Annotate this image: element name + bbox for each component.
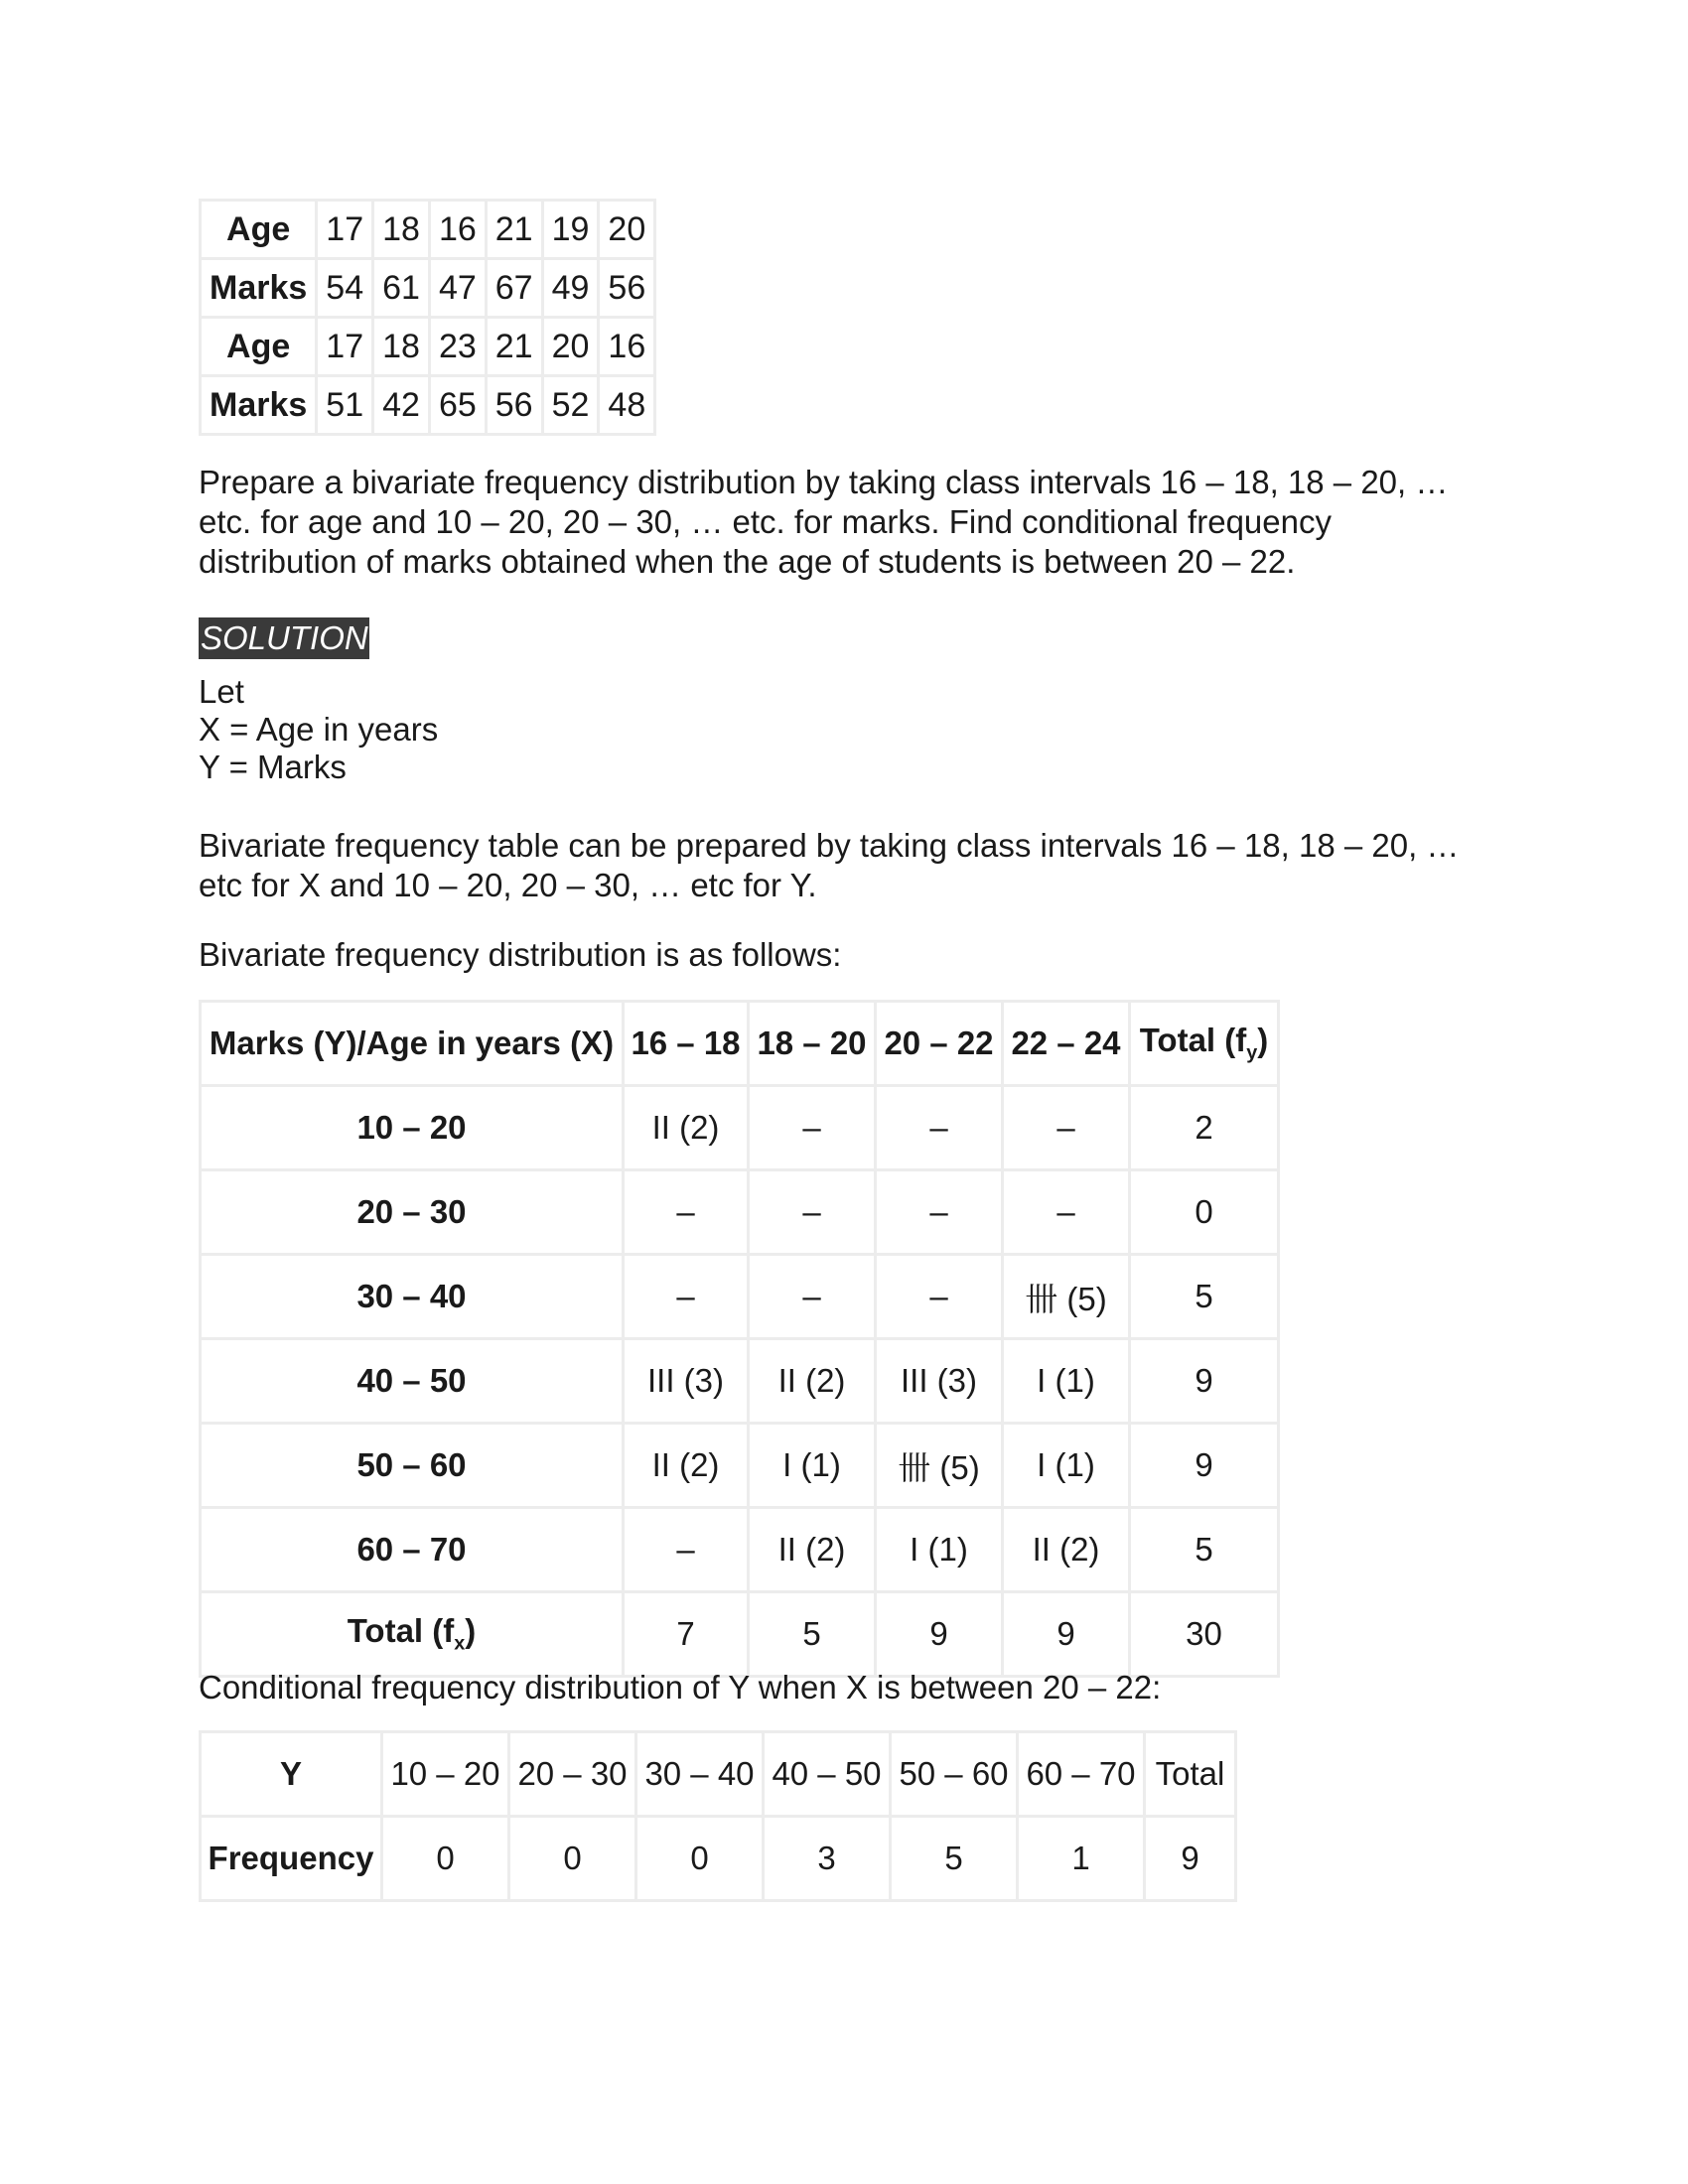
table-cell: 65 [429,376,486,435]
table-cell: 56 [599,259,655,318]
total-header-close: ) [1257,1022,1269,1059]
row-header: 10 – 20 [201,1086,624,1170]
row-total: 9 [1130,1424,1279,1508]
total-row-close: ) [465,1612,477,1650]
table-cell: 1 [1018,1817,1145,1901]
row-header: Age [201,318,317,376]
table-row [201,201,655,259]
table-cell: 20 [599,201,655,259]
let-line: X = Age in years [199,711,439,748]
row-header: 60 – 70 [201,1508,624,1592]
total-row-subscript: x [454,1632,466,1655]
table-row [201,1339,1279,1424]
question-line: distribution of marks obtained when the age of students is between 20 – 22. [199,543,1296,580]
total-row-text: Total (f [347,1612,455,1650]
table-cell: 5 [891,1817,1018,1901]
table-cell: I (1) [1003,1424,1130,1508]
column-header: 40 – 50 [764,1732,891,1817]
column-header: 50 – 60 [891,1732,1018,1817]
table-header-row [201,1732,1236,1817]
let-block [199,673,438,786]
table-cell: II (2) [624,1086,749,1170]
grand-total: 30 [1130,1592,1279,1677]
column-header: 16 – 18 [624,1002,749,1086]
table-cell: – [1003,1086,1130,1170]
column-total: 9 [876,1592,1003,1677]
column-header: 30 – 40 [636,1732,764,1817]
total-row [201,1592,1279,1677]
table-cell: II (2) [1003,1508,1130,1592]
table-row [201,1170,1279,1255]
table-cell: 16 [429,201,486,259]
table-cell: I (1) [749,1424,876,1508]
table-cell: 卌 (5) [876,1424,1003,1508]
table-cell: 0 [382,1817,509,1901]
table-cell: II (2) [749,1508,876,1592]
table-cell: 51 [317,376,373,435]
question-line: Prepare a bivariate frequency distribution by taking class intervals 16 – 18, 18 – 20, … [199,464,1449,500]
table-cell: 48 [599,376,655,435]
conditional-frequency-table [199,1730,1237,1902]
row-header: 50 – 60 [201,1424,624,1508]
table-cell: 卌 (5) [1003,1255,1130,1339]
table-cell: – [749,1086,876,1170]
column-total: 9 [1003,1592,1130,1677]
table-cell: 21 [486,318,542,376]
row-header: Marks [201,376,317,435]
table-cell: 0 [636,1817,764,1901]
table-row [201,1817,1236,1901]
table-cell: 21 [486,201,542,259]
corner-header: Marks (Y)/Age in years (X) [201,1002,624,1086]
table-cell: 18 [373,201,430,259]
row-header: Age [201,201,317,259]
total-column-header [1130,1002,1279,1086]
table-cell: 9 [1145,1817,1236,1901]
table-cell: – [876,1170,1003,1255]
table-cell: 17 [317,201,373,259]
table-row [201,1508,1279,1592]
table-cell: 42 [373,376,430,435]
age-marks-data-table [199,199,656,436]
table-cell: 56 [486,376,542,435]
table-row [201,318,655,376]
table-cell: 52 [542,376,599,435]
let-line: Let [199,673,244,710]
row-header: Marks [201,259,317,318]
table-cell: – [749,1255,876,1339]
table-cell: 19 [542,201,599,259]
column-header: Total [1145,1732,1236,1817]
table-cell: – [876,1086,1003,1170]
column-header: 22 – 24 [1003,1002,1130,1086]
table-cell: 0 [509,1817,636,1901]
table-cell: II (2) [749,1339,876,1424]
total-header-text: Total (f [1139,1022,1247,1059]
table-cell: 18 [373,318,430,376]
prep-paragraph [199,826,1459,905]
table-cell: – [624,1508,749,1592]
distribution-intro: Bivariate frequency distribution is as follows: [199,936,842,973]
table-cell: – [624,1255,749,1339]
question-line: etc. for age and 10 – 20, 20 – 30, … etc. for marks. Find conditional frequency [199,503,1332,540]
table-row [201,1424,1279,1508]
column-header: 18 – 20 [749,1002,876,1086]
table-cell: 47 [429,259,486,318]
conditional-intro: Conditional frequency distribution of Y when X is between 20 – 22: [199,1669,1162,1706]
row-total: 5 [1130,1255,1279,1339]
table-cell: II (2) [624,1424,749,1508]
row-total: 9 [1130,1339,1279,1424]
solution-label: SOLUTION [199,617,369,659]
table-cell: 20 [542,318,599,376]
table-cell: 49 [542,259,599,318]
column-header: 20 – 30 [509,1732,636,1817]
table-cell: 61 [373,259,430,318]
table-cell: – [749,1170,876,1255]
row-header: Frequency [201,1817,382,1901]
total-header-subscript: y [1246,1041,1258,1064]
table-cell: I (1) [1003,1339,1130,1424]
table-cell: III (3) [624,1339,749,1424]
table-row [201,1255,1279,1339]
table-cell: 3 [764,1817,891,1901]
table-row [201,1086,1279,1170]
table-cell: 17 [317,318,373,376]
table-row [201,376,655,435]
column-header: 60 – 70 [1018,1732,1145,1817]
table-cell: – [1003,1170,1130,1255]
bivariate-frequency-table [199,1000,1280,1678]
row-header: Y [201,1732,382,1817]
row-total: 5 [1130,1508,1279,1592]
table-cell: 16 [599,318,655,376]
table-cell: – [624,1170,749,1255]
table-cell: III (3) [876,1339,1003,1424]
table-cell: I (1) [876,1508,1003,1592]
table-row [201,259,655,318]
total-row-header [201,1592,624,1677]
question-paragraph [199,463,1448,582]
row-header: 20 – 30 [201,1170,624,1255]
column-header: 10 – 20 [382,1732,509,1817]
let-line: Y = Marks [199,749,347,785]
row-total: 0 [1130,1170,1279,1255]
table-header-row [201,1002,1279,1086]
row-total: 2 [1130,1086,1279,1170]
table-cell: 54 [317,259,373,318]
prep-line: Bivariate frequency table can be prepared by taking class intervals 16 – 18, 18 – 20, … [199,827,1460,864]
table-cell: – [876,1255,1003,1339]
prep-line: etc for X and 10 – 20, 20 – 30, … etc for Y. [199,867,817,903]
column-header: 20 – 22 [876,1002,1003,1086]
row-header: 30 – 40 [201,1255,624,1339]
column-total: 7 [624,1592,749,1677]
row-header: 40 – 50 [201,1339,624,1424]
table-cell: 67 [486,259,542,318]
table-cell: 23 [429,318,486,376]
column-total: 5 [749,1592,876,1677]
